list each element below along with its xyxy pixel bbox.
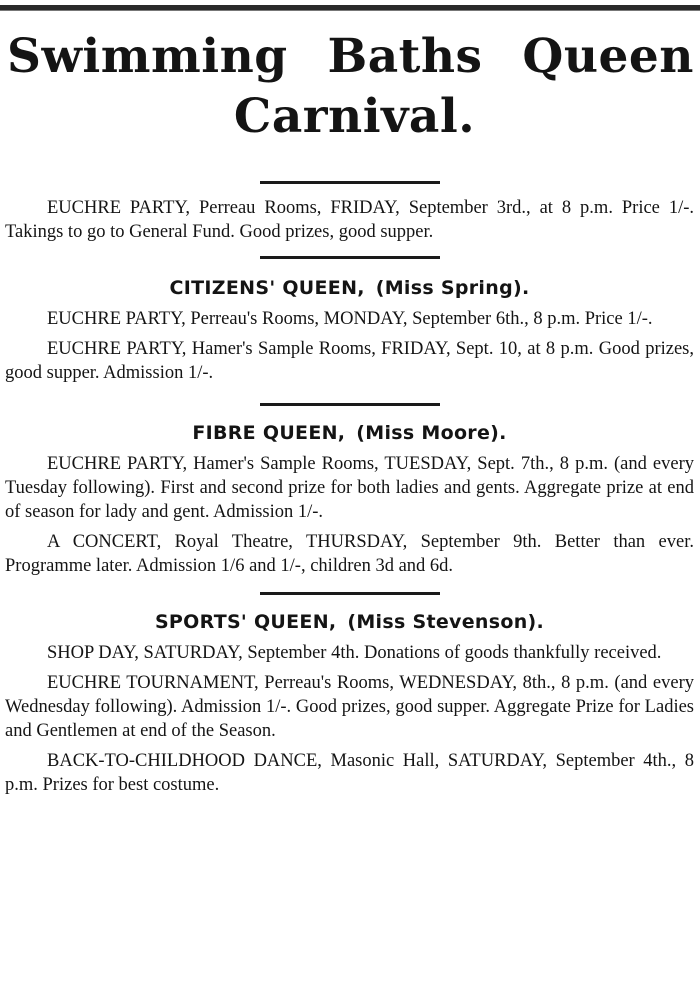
section-divider — [260, 181, 440, 184]
headline-word: Queen — [522, 29, 694, 84]
queen-name: (Miss Stevenson). — [347, 611, 545, 633]
notice-paragraph: BACK-TO-CHILDHOOD DANCE, Masonic Hall, SATURDAY, September 4th., 8 p.m. Prizes for best costume. — [5, 751, 694, 795]
general-section — [5, 196, 694, 244]
notice-paragraph: EUCHRE PARTY, Perreau's Rooms, MONDAY, September 6th., 8 p.m. Price 1/-. — [47, 309, 653, 329]
section-heading — [5, 275, 694, 301]
section-divider — [260, 403, 440, 406]
notice-paragraph: EUCHRE TOURNAMENT, Perreau's Rooms, WEDNESDAY, 8th., 8 p.m. (and every Wednesday following). Admission 1/-. Good prizes, good supper. Aggregate Prize for Ladies and Gentlemen at end of the Season. — [5, 673, 694, 741]
section-title: CITIZENS' QUEEN, — [169, 277, 365, 299]
section-divider — [260, 256, 440, 259]
headline-line-1 — [5, 27, 694, 87]
section-title: SPORTS' QUEEN, — [154, 611, 337, 633]
citizens-queen-section — [5, 275, 694, 385]
fibre-queen-section — [5, 420, 694, 578]
headline — [5, 0, 694, 147]
section-title: FIBRE QUEEN, — [192, 422, 346, 444]
section-divider — [260, 592, 440, 595]
notice-paragraph: A CONCERT, Royal Theatre, THURSDAY, September 9th. Better than ever. Programme later. Admission 1/6 and 1/-, children 3d and 6d. — [5, 532, 694, 576]
top-rule — [0, 5, 700, 11]
headline-word: Baths — [327, 29, 483, 84]
headline-line-2: Carnival. — [233, 89, 476, 144]
notice-paragraph: EUCHRE PARTY, Perreau Rooms, FRIDAY, September 3rd., at 8 p.m. Price 1/-. Takings to go to General Fund. Good prizes, good supper. — [5, 198, 694, 242]
notice-paragraph: SHOP DAY, SATURDAY, September 4th. Donations of goods thankfully received. — [47, 643, 662, 663]
notice-paragraph: EUCHRE PARTY, Hamer's Sample Rooms, FRIDAY, Sept. 10, at 8 p.m. Good prizes, good supper. Admission 1/-. — [5, 339, 694, 383]
section-heading — [5, 609, 694, 635]
queen-name: (Miss Spring). — [375, 277, 530, 299]
notice-paragraph: EUCHRE PARTY, Hamer's Sample Rooms, TUESDAY, Sept. 7th., 8 p.m. (and every Tuesday following). First and second prize for both ladies and gents. Aggregate prize at end of season for lady and gent. Admission 1/-. — [5, 454, 694, 522]
sports-queen-section — [5, 609, 694, 797]
headline-word: Swimming — [7, 29, 288, 84]
section-heading — [5, 420, 694, 446]
queen-name: (Miss Moore). — [356, 422, 507, 444]
